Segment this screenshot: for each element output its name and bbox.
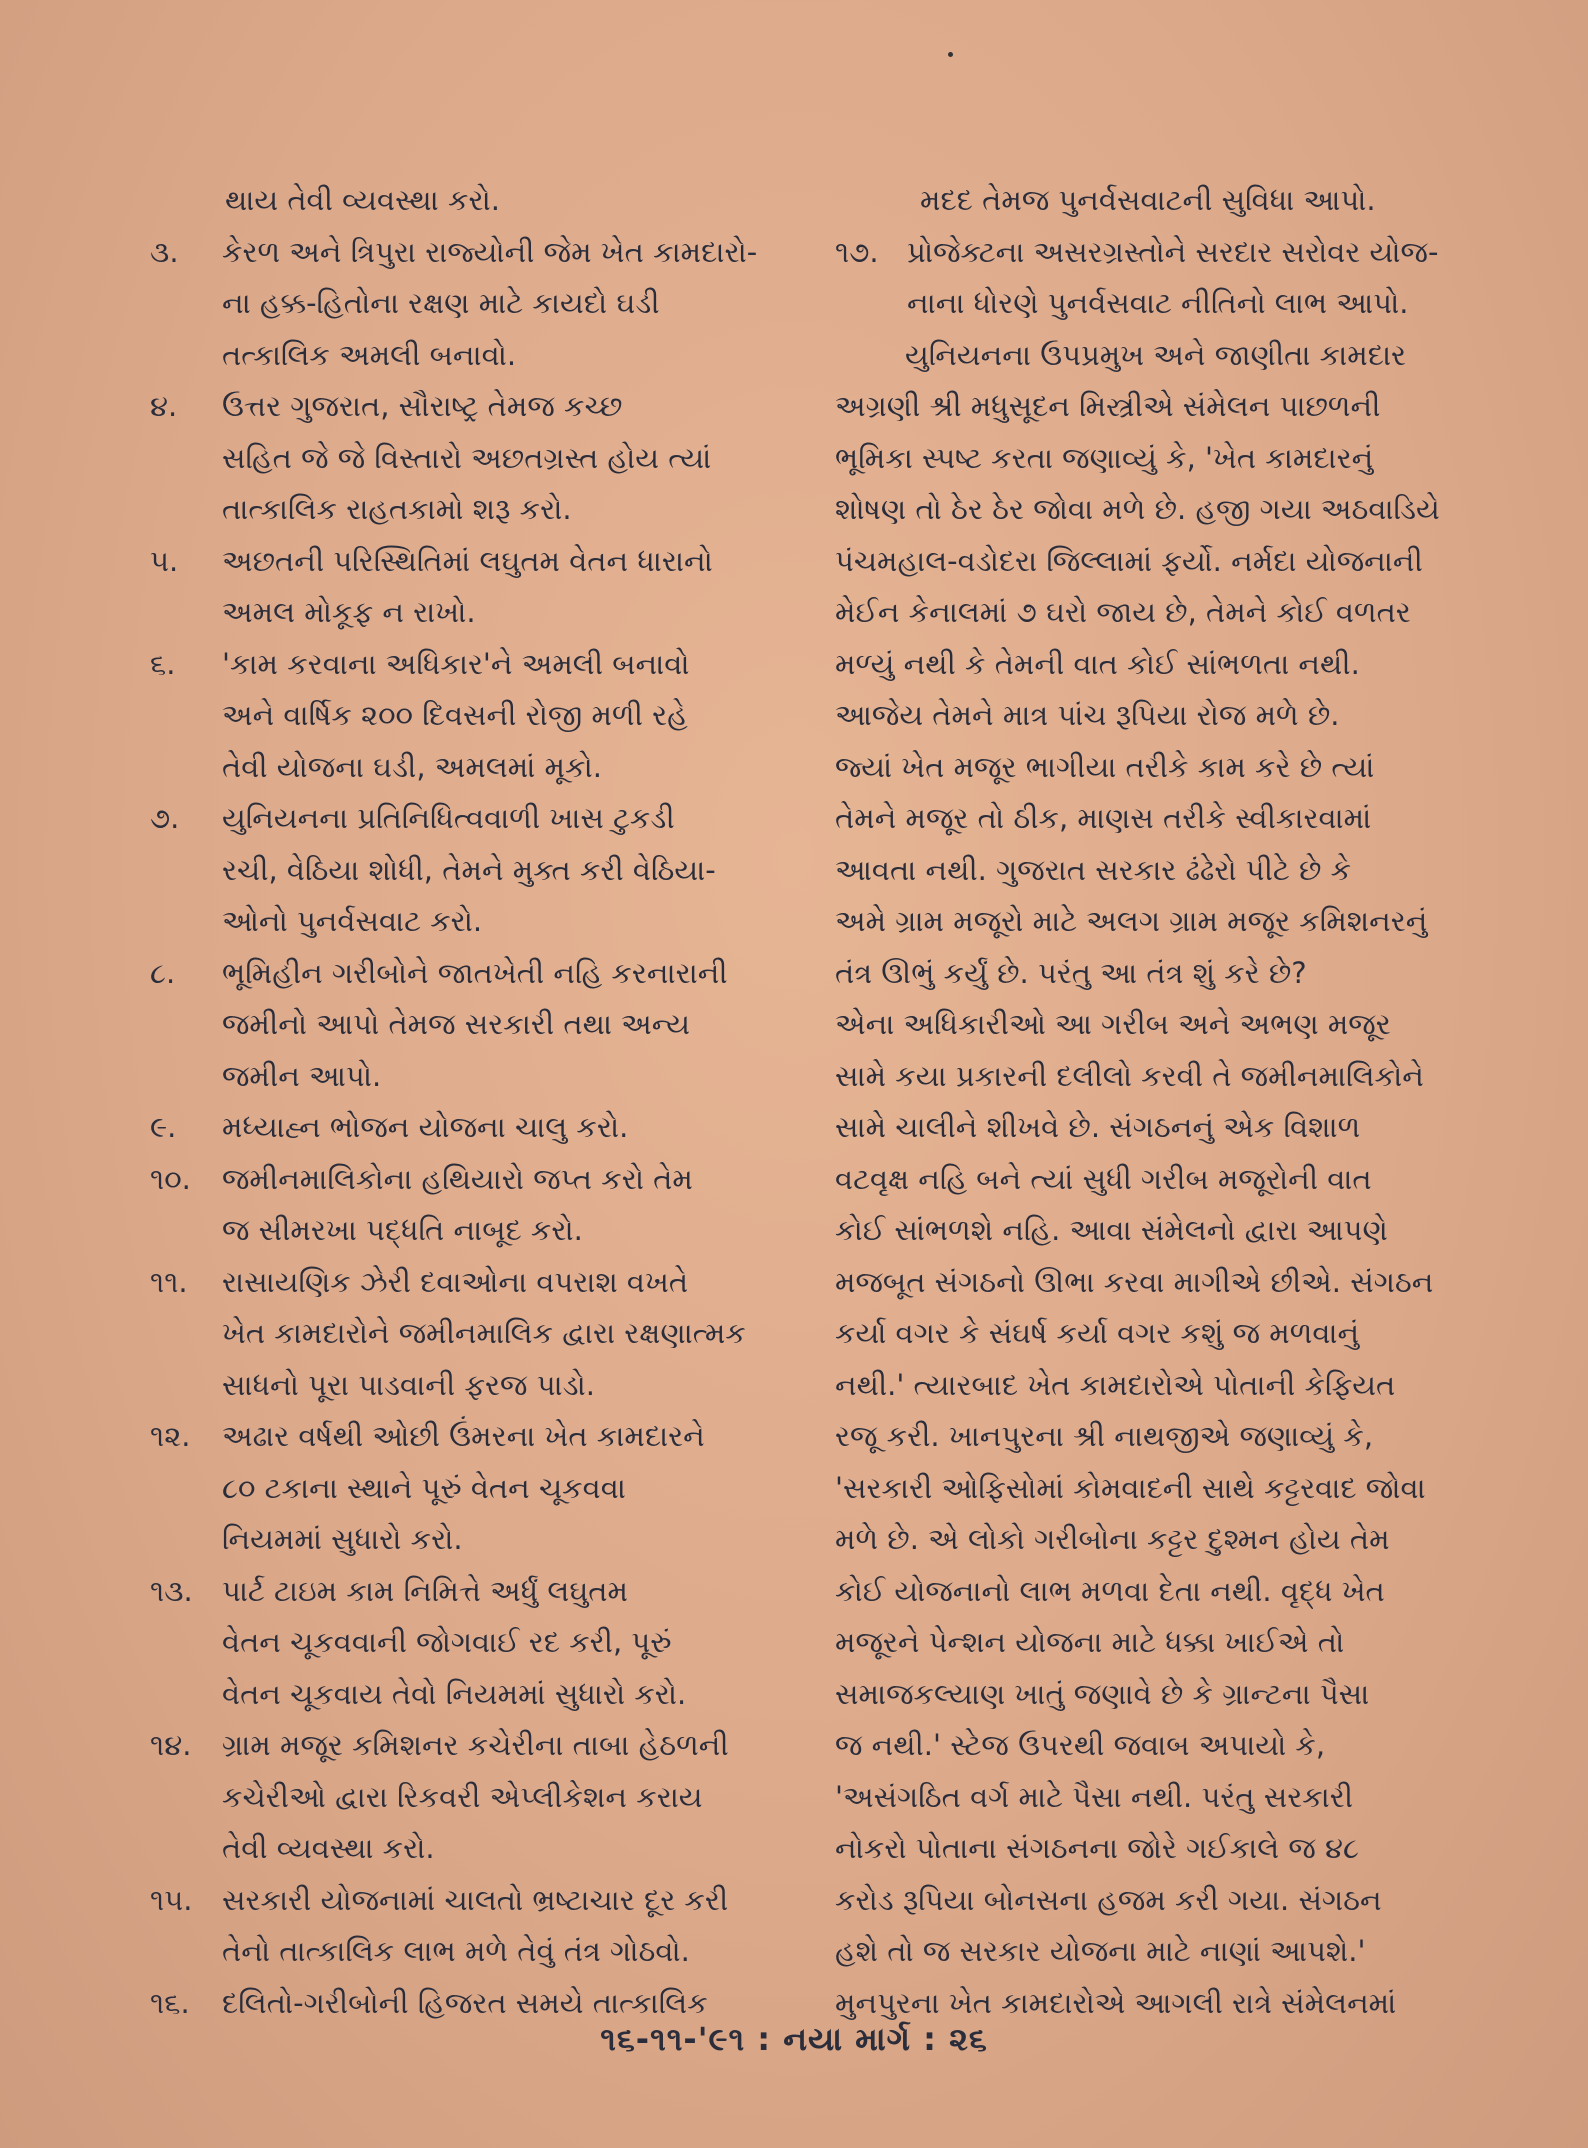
- text-line: ખેત કામદારોને જમીનમાલિક દ્વારા રક્ષણાત્મક: [222, 1316, 746, 1350]
- text-line: યુનિયનના પ્રતિનિધિત્વવાળી ખાસ ટુકડી: [222, 801, 675, 835]
- text-line: વેતન ચૂકવવાની જોગવાઈ રદ કરી, પૂરું: [222, 1625, 672, 1659]
- right-column: [835, 175, 1495, 2029]
- text-line: પંચમહાલ-વડોદરા જિલ્લામાં ફર્યો. નર્મદા યોજનાની: [835, 543, 1423, 578]
- text-line: અને વાર્ષિક ૨૦૦ દિવસની રોજી મળી રહે: [222, 698, 688, 732]
- demand-item: [150, 1154, 805, 1257]
- item-number: ૧૬.: [150, 1985, 190, 2020]
- text-line: ઉત્તર ગુજરાત, સૌરાષ્ટ્ર તેમજ કચ્છ: [222, 389, 623, 423]
- text-line: સાધનો પૂરા પાડવાની ફરજ પાડો.: [222, 1367, 596, 1402]
- text-line: કચેરીઓ દ્વારા રિકવરી એપ્લીકેશન કરાય: [222, 1779, 703, 1814]
- item-number: ૧૪.: [150, 1728, 192, 1762]
- text-line: શોષણ તો ઠેર ઠેર જોવા મળે છે. હજી ગયા અઠવાડિયે: [835, 492, 1440, 526]
- demand-item: [150, 639, 805, 794]
- item-number: ૭.: [150, 801, 180, 835]
- demand-item: [150, 1102, 805, 1154]
- speck: [948, 52, 953, 57]
- text-line: કરોડ રૂપિયા બોનસના હજમ કરી ગયા. સંગઠન: [835, 1882, 1382, 1917]
- text-line: મેઈન કેનાલમાં ૭ ઘરો જાય છે, તેમને કોઈ વળતર: [835, 595, 1411, 629]
- demand-item: [835, 227, 1495, 330]
- demand-item: [150, 1566, 805, 1721]
- item-number: ૧૧.: [150, 1264, 188, 1299]
- text-line: ૮૦ ટકાના સ્થાને પૂરું વેતન ચૂકવવા: [222, 1470, 626, 1505]
- demand-item: [150, 948, 805, 1103]
- report-paragraph: [835, 330, 1495, 2030]
- item-number: ૩.: [150, 234, 179, 269]
- text-line: આવતા નથી. ગુજરાત સરકાર ઢંઢેરો પીટે છે કે: [835, 852, 1352, 887]
- demand-item: [150, 793, 805, 948]
- text-line: અગ્રણી શ્રી મધુસૂદન મિસ્ત્રીએ સંમેલન પાછળની: [835, 389, 1381, 423]
- text-line: મળે છે. એ લોકો ગરીબોના કટ્ટર દુશ્મન હોય તેમ: [835, 1522, 1390, 1556]
- item-number: ૯.: [150, 1110, 177, 1144]
- text-line: સરકારી યોજનામાં ચાલતો ભ્રષ્ટાચાર દૂર કરી: [222, 1882, 729, 1917]
- lead-line: થાય તેવી વ્યવસ્થા કરો.: [225, 183, 500, 217]
- demand-item: [150, 1875, 805, 1978]
- text-line: રચી, વેઠિયા શોધી, તેમને મુક્ત કરી વેઠિયા-: [222, 852, 716, 887]
- text-line: જમીન આપો.: [222, 1058, 382, 1093]
- text-line: તેવી વ્યવસ્થા કરો.: [222, 1831, 435, 1865]
- text-line: પાર્ટ ટાઇમ કામ નિમિત્તે અર્ધું લઘુતમ: [222, 1573, 628, 1608]
- text-line: કોઈ સાંભળશે નહિ. આવા સંમેલનો દ્વારા આપણે: [835, 1213, 1388, 1247]
- left-column: [150, 175, 805, 2029]
- text-line: 'અસંગઠિત વર્ગ માટે પૈસા નથી. પરંતુ સરકારી: [835, 1779, 1354, 1814]
- text-line: જમીનમાલિકોના હથિયારો જપ્ત કરો તેમ: [222, 1161, 693, 1196]
- text-line: ના હક્ક-હિતોના રક્ષણ માટે કાયદો ઘડી: [222, 286, 660, 320]
- text-line: 'કામ કરવાના અધિકાર'ને અમલી બનાવો: [222, 646, 690, 681]
- text-line: સમાજકલ્યાણ ખાતું જણાવે છે કે ગ્રાન્ટના પૈસા: [835, 1676, 1370, 1711]
- demand-item: [150, 536, 805, 639]
- text-line: આજેય તેમને માત્ર પાંચ રૂપિયા રોજ મળે છે.: [835, 698, 1340, 732]
- text-line: અઢાર વર્ષથી ઓછી ઉંમરના ખેત કામદારને: [222, 1419, 705, 1453]
- text-line: અમલ મોકૂફ ન રાખો.: [222, 595, 476, 629]
- text-line: અમે ગ્રામ મજૂરો માટે અલગ ગ્રામ મજૂર કમિશનરનું: [835, 904, 1428, 938]
- item-number: ૪.: [150, 389, 178, 423]
- text-line: મજૂરને પેન્શન યોજના માટે ધક્કા ખાઈએ તો: [835, 1625, 1345, 1659]
- text-line: ગ્રામ મજૂર કમિશનર કચેરીના તાબા હેઠળની: [222, 1728, 729, 1762]
- text-line: નથી.' ત્યારબાદ ખેત કામદારોએ પોતાની કેફિયત: [835, 1367, 1396, 1402]
- item-number: ૧૭.: [835, 234, 879, 269]
- text-line: ભૂમિકા સ્પષ્ટ કરતા જણાવ્યું કે, 'ખેત કામદારનું: [835, 440, 1374, 475]
- text-line: કેરળ અને ત્રિપુરા રાજ્યોની જેમ ખેત કામદારો-: [222, 234, 758, 269]
- text-line: કોઈ યોજનાનો લાભ મળવા દેતા નથી. વૃદ્ધ ખેત: [835, 1573, 1385, 1608]
- text-line: કર્યા વગર કે સંઘર્ષ કર્યા વગર કશું જ મળવાનું: [835, 1316, 1360, 1350]
- text-line: જ નથી.' સ્ટેજ ઉપરથી જવાબ અપાયો કે,: [835, 1728, 1326, 1762]
- text-line: તત્કાલિક અમલી બનાવો.: [222, 337, 517, 372]
- text-line: તંત્ર ઊભું કર્યું છે. પરંતુ આ તંત્ર શું કરે છે?: [835, 955, 1307, 990]
- text-line: મજબૂત સંગઠનો ઊભા કરવા માગીએ છીએ. સંગઠન: [835, 1264, 1434, 1299]
- demand-item: [150, 381, 805, 536]
- item-number: ૧૫.: [150, 1882, 193, 1917]
- text-line: મળ્યું નથી કે તેમની વાત કોઈ સાંભળતા નથી.: [835, 646, 1360, 681]
- text-line: મુનપુરના ખેત કામદારોએ આગલી રાત્રે સંમેલનમાં: [835, 1985, 1397, 2020]
- text-line: સામે કયા પ્રકારની દલીલો કરવી તે જમીનમાલિકોને: [835, 1058, 1424, 1093]
- text-line: નિયમમાં સુધારો કરો.: [222, 1522, 463, 1556]
- text-line: સામે ચાલીને શીખવે છે. સંગઠનનું એક વિશાળ: [835, 1110, 1361, 1144]
- text-line: વેતન ચૂકવાય તેવો નિયમમાં સુધારો કરો.: [222, 1676, 687, 1711]
- text-line: અછતની પરિસ્થિતિમાં લઘુતમ વેતન ધારાનો: [222, 543, 713, 578]
- text-line: જ સીમરખા પદ્ધતિ નાબૂદ કરો.: [222, 1213, 583, 1247]
- text-line: તેમને મજૂર તો ઠીક, માણસ તરીકે સ્વીકારવામાં: [835, 801, 1372, 835]
- text-line: પ્રોજેક્ટના અસરગ્રસ્તોને સરદાર સરોવર યોજ-: [907, 234, 1439, 269]
- text-line: રાસાયણિક ઝેરી દવાઓના વપરાશ વખતે: [222, 1264, 689, 1299]
- text-line: ઓનો પુનર્વસવાટ કરો.: [222, 904, 483, 938]
- text-line: તેનો તાત્કાલિક લાભ મળે તેવું તંત્ર ગોઠવો.: [222, 1934, 690, 1968]
- text-line: ભૂમિહીન ગરીબોને જાતખેતી નહિ કરનારાની: [222, 955, 728, 990]
- item-number: ૧૨.: [150, 1419, 191, 1453]
- text-line: રજૂ કરી. ખાનપુરના શ્રી નાથજીએ જણાવ્યું કે,: [835, 1419, 1374, 1453]
- item-number: ૬.: [150, 646, 176, 681]
- text-line: યુનિયનના ઉપપ્રમુખ અને જાણીતા કામદાર: [905, 337, 1407, 372]
- text-line: નાના ધોરણે પુનર્વસવાટ નીતિનો લાભ આપો.: [907, 286, 1409, 320]
- lead-line-right: મદદ તેમજ પુનર્વસવાટની સુવિધા આપો.: [920, 183, 1376, 217]
- text-line: તેવી યોજના ઘડી, અમલમાં મૂકો.: [222, 749, 602, 784]
- text-line: મધ્યાહ્ન ભોજન યોજના ચાલુ કરો.: [222, 1110, 629, 1144]
- demand-item: [150, 1411, 805, 1566]
- item-number: ૫.: [150, 543, 179, 578]
- text-line: જમીનો આપો તેમજ સરકારી તથા અન્ય: [222, 1007, 691, 1041]
- text-line: વટવૃક્ષ નહિ બને ત્યાં સુધી ગરીબ મજૂરોની વાત: [835, 1161, 1372, 1196]
- text-line: 'સરકારી ઓફિસોમાં કોમવાદની સાથે કટ્ટરવાદ જોવા: [835, 1470, 1426, 1505]
- text-line: હશે તો જ સરકાર યોજના માટે નાણાં આપશે.': [835, 1934, 1366, 1968]
- text-line: જ્યાં ખેત મજૂર ભાગીયા તરીકે કામ કરે છે ત્યાં: [835, 749, 1375, 784]
- text-line: એના અધિકારીઓ આ ગરીબ અને અભણ મજૂર: [835, 1007, 1391, 1041]
- page-footer: ૧૬-૧૧-'૯૧ : નયા માર્ગ : ૨૬: [600, 2020, 988, 2058]
- text-line: તાત્કાલિક રાહતકામો શરૂ કરો.: [222, 492, 572, 526]
- item-number: ૧૩.: [150, 1573, 193, 1608]
- demand-item: [150, 227, 805, 382]
- item-number: ૧૦.: [150, 1161, 191, 1196]
- item-number: ૮.: [150, 955, 176, 990]
- demand-item: [150, 1257, 805, 1412]
- text-line: દલિતો-ગરીબોની હિજરત સમયે તાત્કાલિક: [222, 1985, 708, 2020]
- demand-item: [150, 1720, 805, 1875]
- text-line: નોકરો પોતાના સંગઠનના જોરે ગઈકાલે જ ૪૮: [835, 1831, 1359, 1865]
- text-line: સહિત જે જે વિસ્તારો અછતગ્રસ્ત હોય ત્યાં: [222, 440, 712, 475]
